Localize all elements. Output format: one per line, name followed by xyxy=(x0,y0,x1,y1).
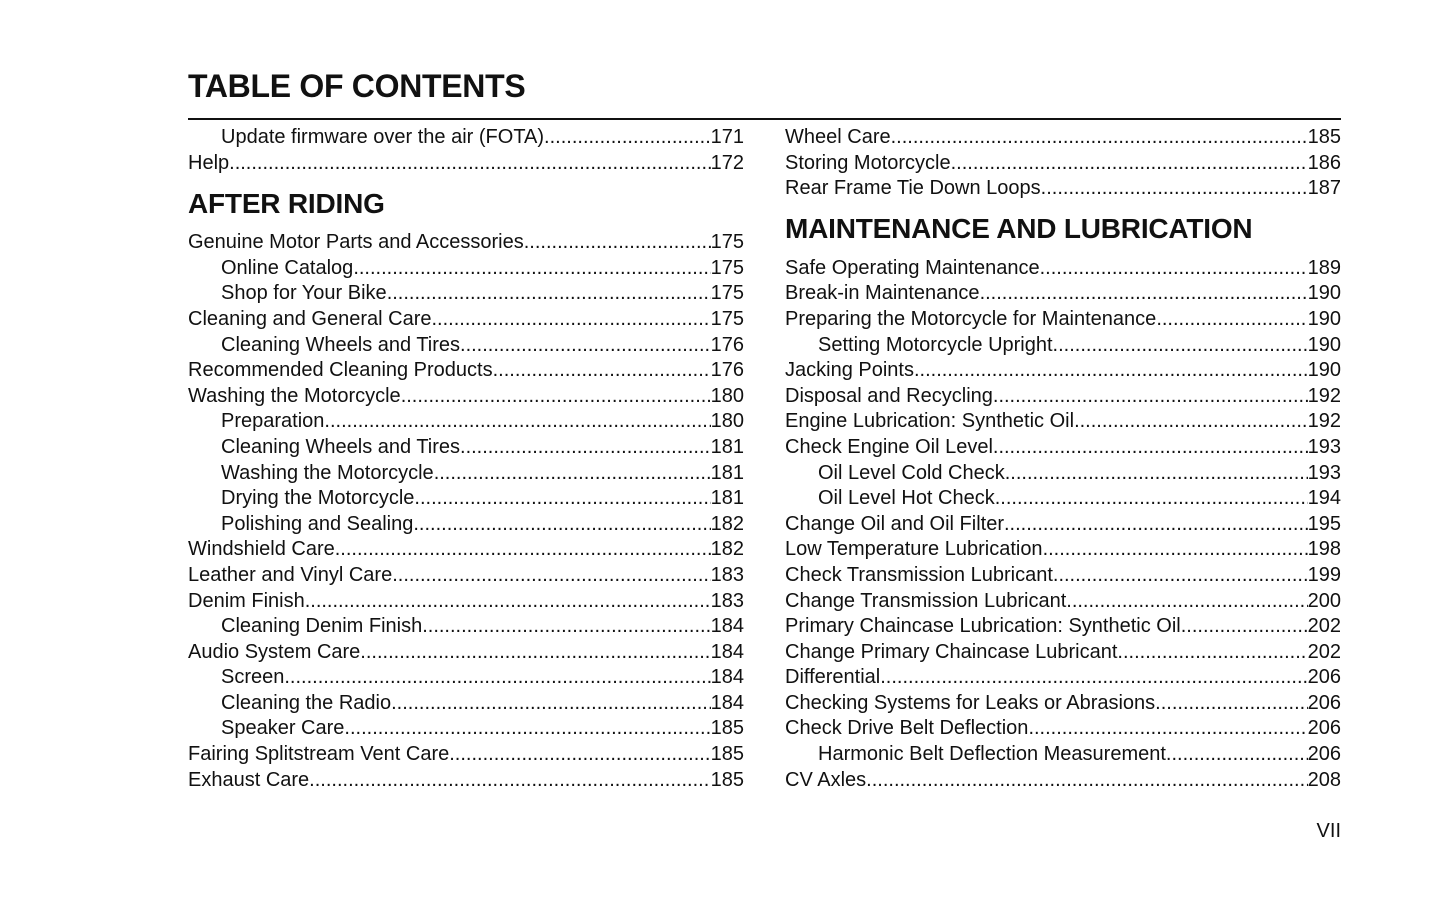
toc-entry-label: Check Transmission Lubricant xyxy=(785,563,1053,586)
dot-leader xyxy=(460,333,711,359)
toc-entry-label: Oil Level Cold Check xyxy=(818,461,1005,484)
toc-entry-label: CV Axles xyxy=(785,768,867,791)
dot-leader xyxy=(1074,409,1308,435)
dot-leader xyxy=(392,563,710,589)
dot-leader xyxy=(993,435,1308,461)
toc-entry[interactable] xyxy=(785,614,1341,640)
dot-leader xyxy=(914,358,1308,384)
title-divider xyxy=(188,118,1341,120)
dot-leader xyxy=(1041,176,1308,202)
dot-leader xyxy=(229,151,710,177)
toc-entry-page-number: 189 xyxy=(1307,256,1341,279)
toc-entry-page-number: 184 xyxy=(710,615,744,638)
toc-entry-label: Check Drive Belt Deflection xyxy=(785,717,1029,740)
dot-leader xyxy=(544,125,711,151)
toc-entry-label: Update firmware over the air (FOTA) xyxy=(221,126,545,148)
dot-leader xyxy=(1155,691,1307,717)
dot-leader xyxy=(880,665,1307,691)
toc-entry-label: Break-in Maintenance xyxy=(785,282,980,305)
toc-entry-page-number: 181 xyxy=(710,435,744,458)
toc-entry[interactable] xyxy=(188,768,744,794)
toc-entry-label: Recommended Cleaning Products xyxy=(188,359,493,382)
toc-entry-label: Cleaning the Radio xyxy=(221,691,392,714)
dot-leader xyxy=(391,691,711,717)
toc-entry-page-number: 171 xyxy=(710,126,744,148)
dot-leader xyxy=(1066,589,1307,615)
toc-entry-page-number: 199 xyxy=(1307,563,1341,586)
toc-entry-page-number: 206 xyxy=(1307,743,1341,766)
toc-entry[interactable] xyxy=(188,307,744,333)
toc-right-section-list xyxy=(785,256,1341,793)
toc-entry-page-number: 195 xyxy=(1307,512,1341,535)
toc-entry[interactable] xyxy=(188,151,744,177)
toc-entry-page-number: 183 xyxy=(710,563,744,586)
toc-entry-label: Polishing and Sealing xyxy=(221,512,414,535)
toc-entry-label: Storing Motorcycle xyxy=(785,151,951,174)
toc-entry-page-number: 190 xyxy=(1307,307,1341,330)
toc-entry[interactable] xyxy=(785,176,1341,202)
toc-entry-label: Drying the Motorcycle xyxy=(221,487,415,510)
toc-entry[interactable] xyxy=(785,384,1341,410)
page-title: TABLE OF CONTENTS xyxy=(188,68,526,104)
toc-entry-label: Washing the Motorcycle xyxy=(188,384,401,407)
dot-leader xyxy=(524,230,711,256)
toc-entry-page-number: 206 xyxy=(1307,666,1341,689)
toc-entry[interactable] xyxy=(188,691,744,717)
toc-entry[interactable] xyxy=(188,435,744,461)
toc-entry-page-number: 190 xyxy=(1307,359,1341,382)
toc-entry[interactable] xyxy=(785,512,1341,538)
toc-entry-label: Exhaust Care xyxy=(188,768,310,791)
toc-entry-label: Shop for Your Bike xyxy=(221,282,387,305)
toc-entry-label: Wheel Care xyxy=(785,126,891,148)
toc-entry-page-number: 193 xyxy=(1307,461,1341,484)
toc-entry-label: Cleaning Wheels and Tires xyxy=(221,435,461,458)
section-heading-maintenance-and-lubrication: MAINTENANCE AND LUBRICATION xyxy=(785,212,1253,244)
dot-leader xyxy=(993,384,1308,410)
toc-entry[interactable] xyxy=(785,665,1341,691)
toc-entry[interactable] xyxy=(785,563,1341,589)
toc-entry[interactable] xyxy=(785,358,1341,384)
toc-entry-page-number: 176 xyxy=(710,333,744,356)
toc-left-section-list xyxy=(188,230,744,793)
toc-right-column xyxy=(785,125,1341,793)
toc-entry[interactable] xyxy=(188,742,744,768)
toc-entry-page-number: 185 xyxy=(710,768,744,791)
dot-leader xyxy=(324,409,710,435)
dot-leader xyxy=(422,614,710,640)
dot-leader xyxy=(309,768,710,794)
dot-leader xyxy=(305,589,711,615)
toc-entry[interactable] xyxy=(785,768,1341,794)
toc-entry-page-number: 190 xyxy=(1307,333,1341,356)
toc-entry[interactable] xyxy=(785,125,1341,151)
toc-entry-page-number: 184 xyxy=(710,691,744,714)
toc-entry-label: Primary Chaincase Lubrication: Synthetic Oil xyxy=(785,615,1181,638)
toc-entry[interactable] xyxy=(188,409,744,435)
toc-entry-page-number: 184 xyxy=(710,666,744,689)
toc-entry[interactable] xyxy=(785,640,1341,666)
toc-entry-label: Setting Motorcycle Upright xyxy=(818,333,1053,356)
toc-entry-label: Change Oil and Oil Filter xyxy=(785,512,1004,535)
toc-entry[interactable] xyxy=(188,614,744,640)
toc-entry-label: Check Engine Oil Level xyxy=(785,435,993,458)
toc-entry[interactable] xyxy=(785,333,1341,359)
dot-leader xyxy=(1181,614,1308,640)
toc-entry[interactable] xyxy=(188,563,744,589)
toc-entry-page-number: 184 xyxy=(710,640,744,663)
toc-entry[interactable] xyxy=(188,486,744,512)
toc-entry[interactable] xyxy=(785,486,1341,512)
toc-entry[interactable] xyxy=(785,742,1341,768)
toc-entry-label: Cleaning and General Care xyxy=(188,307,432,330)
toc-entry-page-number: 175 xyxy=(710,282,744,305)
toc-entry[interactable] xyxy=(785,461,1341,487)
dot-leader xyxy=(1043,537,1308,563)
toc-entry-page-number: 183 xyxy=(710,589,744,612)
toc-entry-page-number: 182 xyxy=(710,512,744,535)
toc-entry[interactable] xyxy=(188,358,744,384)
toc-entry-label: Engine Lubrication: Synthetic Oil xyxy=(785,410,1075,433)
toc-entry-page-number: 182 xyxy=(710,538,744,561)
toc-entry-label: Jacking Points xyxy=(785,359,914,382)
toc-entry-page-number: 185 xyxy=(710,743,744,766)
toc-entry-page-number: 198 xyxy=(1307,538,1341,561)
dot-leader xyxy=(1053,563,1308,589)
toc-entry[interactable] xyxy=(188,384,744,410)
toc-entry-page-number: 200 xyxy=(1307,589,1341,612)
toc-entry-label: Washing the Motorcycle xyxy=(221,461,434,484)
toc-entry[interactable] xyxy=(785,716,1341,742)
toc-left-top-list xyxy=(188,125,744,176)
dot-leader xyxy=(414,486,710,512)
toc-entry-page-number: 175 xyxy=(710,307,744,330)
toc-entry-label: Screen xyxy=(221,666,285,689)
toc-entry[interactable] xyxy=(188,281,744,307)
toc-entry-label: Cleaning Wheels and Tires xyxy=(221,333,461,356)
dot-leader xyxy=(353,256,710,282)
toc-entry-page-number: 172 xyxy=(710,151,744,174)
dot-leader xyxy=(335,537,711,563)
toc-entry-page-number: 206 xyxy=(1307,691,1341,714)
toc-entry-page-number: 192 xyxy=(1307,410,1341,433)
toc-entry-page-number: 208 xyxy=(1307,768,1341,791)
toc-entry-label: Denim Finish xyxy=(188,589,305,612)
toc-entry-label: Preparation xyxy=(221,410,325,433)
dot-leader xyxy=(1028,716,1307,742)
dot-leader xyxy=(360,640,710,666)
dot-leader xyxy=(1053,333,1308,359)
toc-entry[interactable] xyxy=(188,230,744,256)
toc-entry-label: Audio System Care xyxy=(188,640,361,663)
toc-entry[interactable] xyxy=(785,589,1341,615)
toc-entry-label: Change Transmission Lubricant xyxy=(785,589,1067,612)
toc-entry[interactable] xyxy=(785,537,1341,563)
toc-entry-page-number: 181 xyxy=(710,487,744,510)
toc-entry-page-number: 185 xyxy=(1307,126,1341,148)
toc-entry[interactable] xyxy=(785,256,1341,282)
toc-entry-label: Rear Frame Tie Down Loops xyxy=(785,177,1041,200)
toc-entry[interactable] xyxy=(188,716,744,742)
toc-entry-page-number: 187 xyxy=(1307,177,1341,200)
toc-entry-page-number: 190 xyxy=(1307,282,1341,305)
toc-entry[interactable] xyxy=(188,125,744,151)
toc-entry[interactable] xyxy=(188,537,744,563)
toc-right-top-list xyxy=(785,125,1341,202)
toc-entry-label: Differential xyxy=(785,666,881,689)
toc-entry-page-number: 180 xyxy=(710,384,744,407)
toc-entry[interactable] xyxy=(188,640,744,666)
toc-entry-label: Cleaning Denim Finish xyxy=(221,615,423,638)
toc-entry[interactable] xyxy=(188,589,744,615)
dot-leader xyxy=(1117,640,1307,666)
dot-leader xyxy=(1166,742,1308,768)
dot-leader xyxy=(432,307,711,333)
dot-leader xyxy=(1156,307,1307,333)
dot-leader xyxy=(449,742,710,768)
toc-entry[interactable] xyxy=(785,435,1341,461)
toc-entry-page-number: 185 xyxy=(710,717,744,740)
toc-entry[interactable] xyxy=(785,307,1341,333)
dot-leader xyxy=(413,512,710,538)
toc-entry-page-number: 181 xyxy=(710,461,744,484)
toc-entry-label: Speaker Care xyxy=(221,717,345,740)
dot-leader xyxy=(401,384,711,410)
dot-leader xyxy=(951,151,1308,177)
toc-entry-label: Leather and Vinyl Care xyxy=(188,563,393,586)
toc-left-column xyxy=(188,125,744,793)
toc-entry-label: Genuine Motor Parts and Accessories xyxy=(188,231,524,254)
toc-entry[interactable] xyxy=(785,151,1341,177)
toc-entry-page-number: 193 xyxy=(1307,435,1341,458)
dot-leader xyxy=(1040,256,1308,282)
dot-leader xyxy=(284,665,710,691)
toc-entry-label: Windshield Care xyxy=(188,538,335,561)
dot-leader xyxy=(434,461,711,487)
toc-entry-label: Oil Level Hot Check xyxy=(818,487,995,510)
toc-entry-label: Disposal and Recycling xyxy=(785,384,993,407)
toc-entry-page-number: 192 xyxy=(1307,384,1341,407)
toc-entry-label: Change Primary Chaincase Lubricant xyxy=(785,640,1118,663)
section-heading-after-riding: AFTER RIDING xyxy=(188,188,385,220)
toc-entry-page-number: 194 xyxy=(1307,487,1341,510)
toc-entry-label: Preparing the Motorcycle for Maintenance xyxy=(785,307,1157,330)
toc-entry-page-number: 176 xyxy=(710,359,744,382)
toc-entry-label: Low Temperature Lubrication xyxy=(785,538,1043,561)
toc-entry[interactable] xyxy=(188,665,744,691)
toc-entry[interactable] xyxy=(188,333,744,359)
dot-leader xyxy=(891,125,1308,151)
toc-entry-page-number: 180 xyxy=(710,410,744,433)
toc-entry-label: Harmonic Belt Deflection Measurement xyxy=(818,743,1166,766)
dot-leader xyxy=(1005,461,1308,487)
dot-leader xyxy=(995,486,1308,512)
toc-entry-label: Help xyxy=(188,151,230,174)
dot-leader xyxy=(387,281,711,307)
toc-entry-page-number: 175 xyxy=(710,256,744,279)
toc-entry-page-number: 202 xyxy=(1307,615,1341,638)
toc-entry-label: Fairing Splitstream Vent Care xyxy=(188,743,450,766)
dot-leader xyxy=(460,435,711,461)
page-folio: VII xyxy=(1316,820,1341,842)
dot-leader xyxy=(344,716,710,742)
toc-entry[interactable] xyxy=(188,461,744,487)
dot-leader xyxy=(866,768,1307,794)
dot-leader xyxy=(1004,512,1308,538)
toc-entry[interactable] xyxy=(188,256,744,282)
toc-entry-label: Safe Operating Maintenance xyxy=(785,256,1040,279)
toc-entry-page-number: 206 xyxy=(1307,717,1341,740)
toc-entry[interactable] xyxy=(785,409,1341,435)
dot-leader xyxy=(980,281,1308,307)
toc-entry[interactable] xyxy=(785,691,1341,717)
toc-entry-page-number: 175 xyxy=(710,231,744,254)
toc-entry-page-number: 186 xyxy=(1307,151,1341,174)
toc-entry-page-number: 202 xyxy=(1307,640,1341,663)
dot-leader xyxy=(493,358,711,384)
toc-entry-label: Checking Systems for Leaks or Abrasions xyxy=(785,691,1156,714)
toc-entry[interactable] xyxy=(785,281,1341,307)
toc-entry-label: Online Catalog xyxy=(221,256,354,279)
toc-entry[interactable] xyxy=(188,512,744,538)
